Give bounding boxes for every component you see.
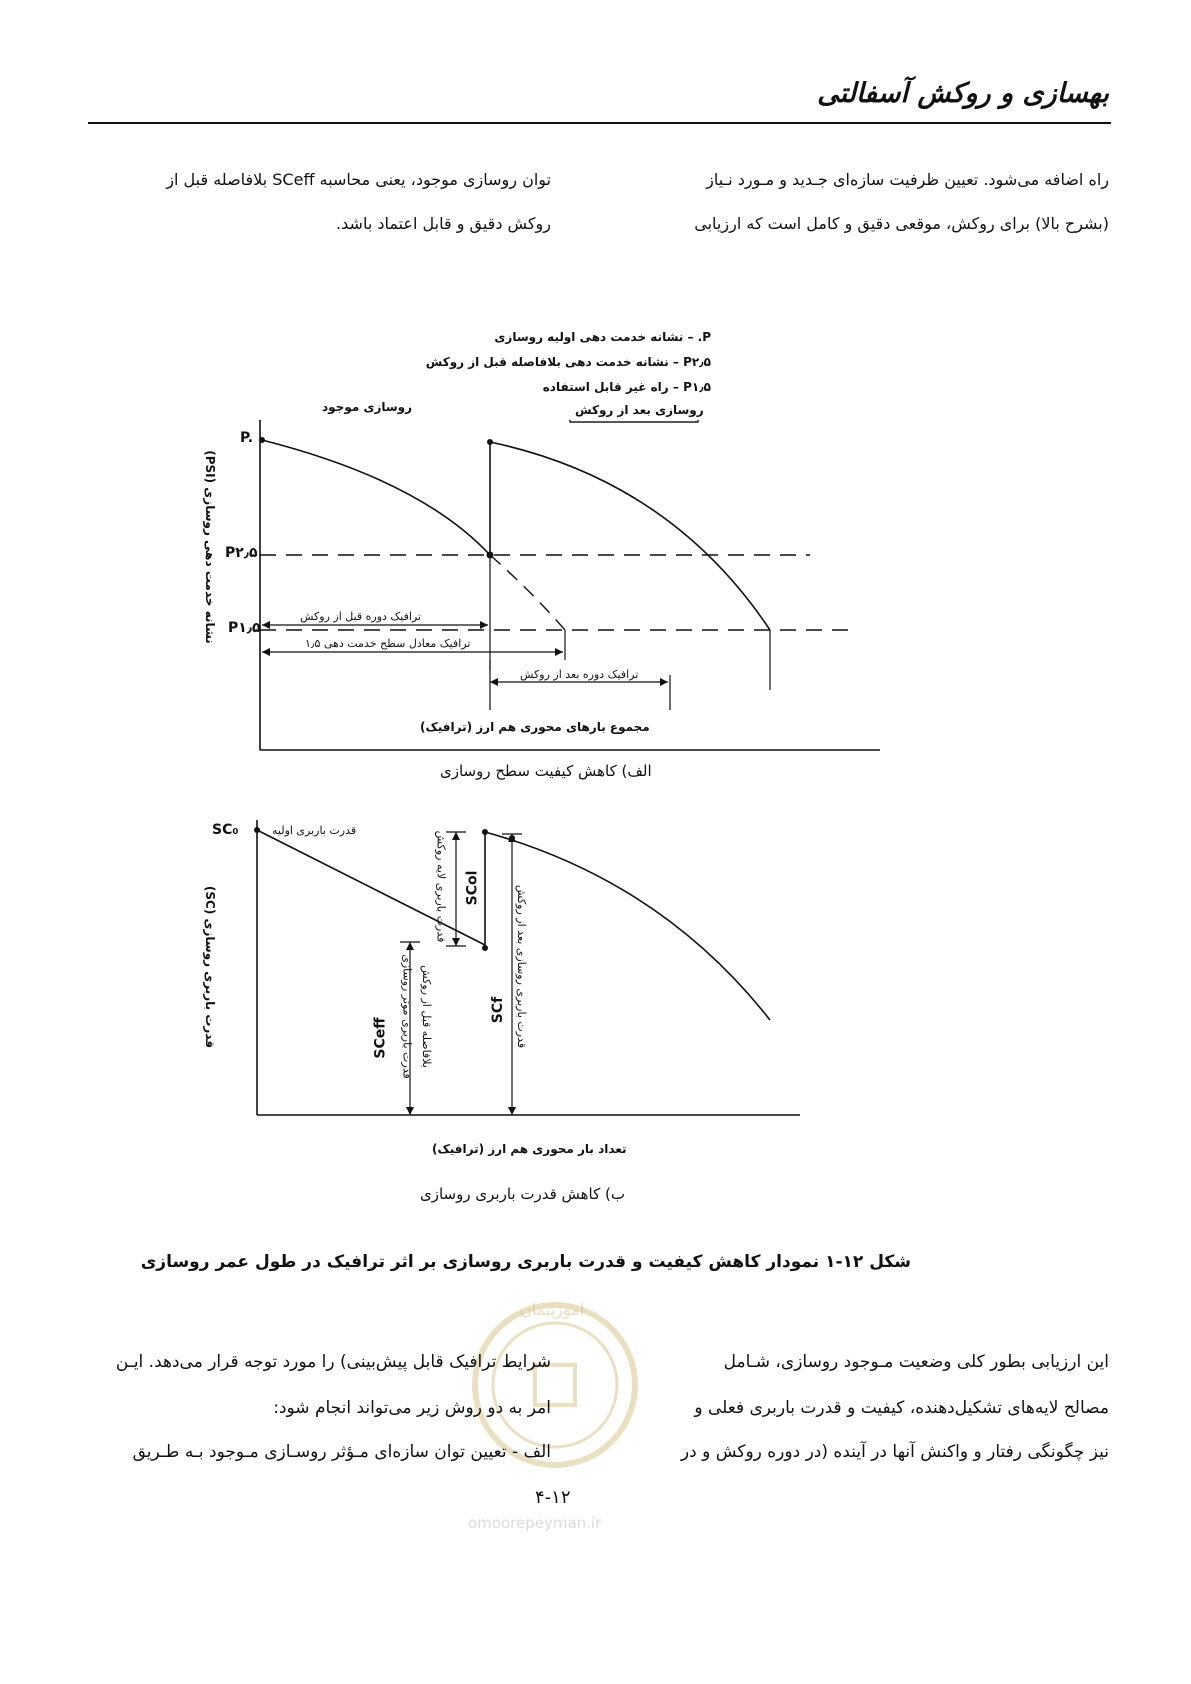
bottom-right-line-1: این ارزیابی بطور کلی وضعیت مـوجود روسازی، شـامل [723, 1352, 1109, 1372]
sc-decline-line [257, 830, 485, 945]
watermark-logo-text: امورپیمان [520, 1300, 585, 1319]
sc0-note: قدرت باربری اولیه [272, 824, 357, 837]
top-left-line-1: توان روسازی موجود، یعنی محاسبه SCeff بلافاصله قبل از [166, 170, 551, 189]
legend-p0: P. – نشانه خدمت دهی اولیه روسازی [494, 330, 711, 344]
figure-a-xlabel: مجموع بارهای محوری هم ارز (ترافیک) [420, 720, 650, 734]
box-after-label: روسازی بعد از روکش [575, 403, 704, 417]
top-right-line-2: (بشرح بالا) برای روکش، موقعی دقیق و کامل است که ارزیابی [694, 214, 1109, 233]
sceff-note-1: قدرت باربری موثر روسازی [400, 954, 414, 1079]
point-overlay-start [487, 439, 493, 445]
header-rule [88, 122, 1111, 124]
top-left-line-2: روکش دقیق و قابل اعتماد باشد. [336, 214, 551, 233]
existing-pavement-curve [262, 440, 490, 555]
scol-label: SCol [464, 870, 481, 906]
figure-b-subtitle: ب) کاهش قدرت باربری روسازی [420, 1185, 625, 1203]
bottom-left-line-2: امر به دو روش زیر می‌تواند انجام شود: [273, 1398, 551, 1418]
legend-p15: P۱٫۵ – راه غیر قابل استفاده [542, 380, 711, 394]
bottom-right-line-3: نیز چگونگی رفتار و واکنش آنها در آینده (در دوره روکش و در [680, 1442, 1109, 1462]
box-after-frame [570, 420, 698, 422]
arrow-2-label: ترافیک معادل سطح خدمت دهی ۱٫۵ [305, 637, 471, 650]
bottom-left-line-1: شرایط ترافیک قابل پیش‌بینی) را مورد توجه قرار می‌دهد. ایـن [115, 1352, 551, 1372]
watermark-url: omoorepeyman.ir [468, 1514, 602, 1532]
arrow-1-label: ترافیک دوره قبل از روکش [300, 610, 422, 623]
tick-sc0: SC₀ [212, 822, 239, 838]
sceff-label: SCeff [372, 1017, 389, 1059]
point-p0 [259, 437, 265, 443]
tick-p0: P. [240, 430, 254, 446]
figure-b-chart [200, 820, 880, 1120]
sceff-note-2: بلافاصله قبل از روکش [419, 965, 433, 1068]
figure-a-ylabel: نشانه خدمت دهی روسازی (PSI) [203, 450, 217, 644]
after-overlay-curve [490, 442, 770, 630]
scf-note: قدرت باربری روسازی بعد از روکش [515, 884, 529, 1049]
legend-p25: P۲٫۵ – نشانه خدمت دهی بلافاصله قبل از روکش [425, 355, 711, 369]
figure-caption: شکل ۱۲-۱ نمودار کاهش کیفیت و قدرت باربری روسازی بر اثر ترافیک در طول عمر روسازی [140, 1252, 911, 1272]
tick-p25: P۲٫۵ [225, 545, 258, 561]
existing-extrapolated-curve [490, 555, 565, 630]
page-number: ۴-۱۲ [535, 1487, 571, 1508]
bottom-right-line-2: مصالح لایه‌های تشکیل‌دهنده، کیفیت و قدرت باربری فعلی و [694, 1398, 1109, 1418]
arrow-3-label: ترافیک دوره بعد از روکش [520, 668, 639, 681]
box-existing-label: روسازی موجود [322, 400, 413, 414]
figure-b-xlabel: تعداد بار محوری هم ارز (ترافیک) [432, 1142, 627, 1156]
tick-p15: P۱٫۵ [228, 620, 261, 636]
scol-note: قدرت باربری لایه روکش [434, 830, 448, 943]
top-right-line-1: راه اضافه می‌شود. تعیین ظرفیت سازه‌ای جـدید و مـورد نـیاز [706, 170, 1109, 189]
watermark-logo [470, 1290, 640, 1500]
running-header: بهسازی و روکش آسفالتی [817, 78, 1109, 109]
figure-b-ylabel: قدرت باربری روسازی (SC) [203, 885, 217, 1049]
figure-a-subtitle: الف) کاهش کیفیت سطح روسازی [440, 762, 652, 780]
scf-label: SCf [490, 996, 507, 1024]
bottom-left-line-3: الف - تعیین توان سازه‌ای مـؤثر روسـازی مـوجود بـه طـریق [132, 1442, 551, 1462]
